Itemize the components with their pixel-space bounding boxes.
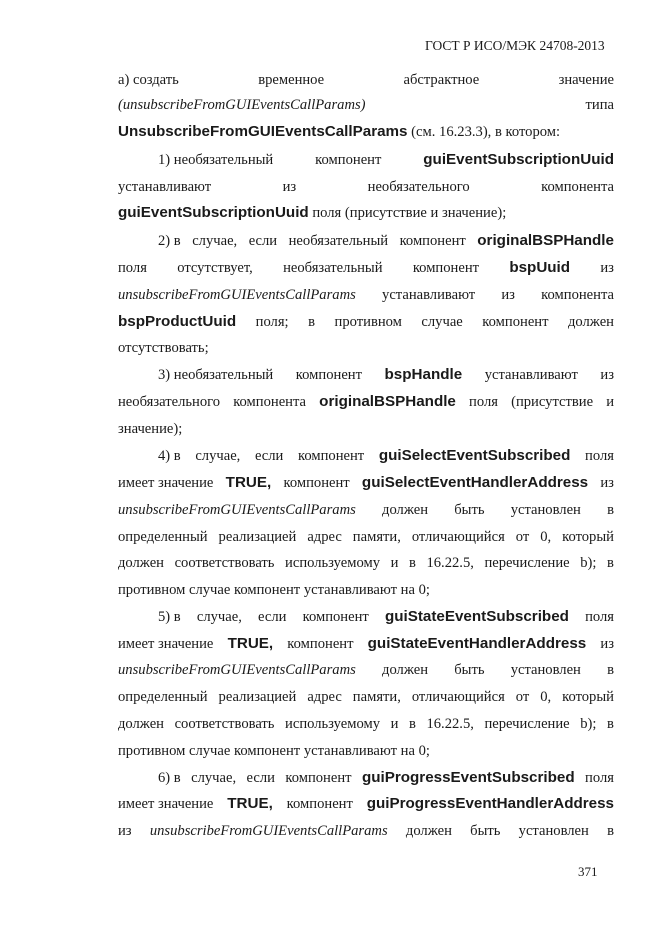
word: в bbox=[607, 662, 614, 678]
word: компонент bbox=[295, 367, 362, 383]
text-line bbox=[118, 741, 614, 761]
word: 16.22.5, bbox=[426, 555, 474, 571]
word: компонент bbox=[482, 314, 549, 330]
word: отличающийся bbox=[411, 689, 505, 705]
word: из bbox=[501, 287, 515, 303]
word: устанавливают bbox=[382, 287, 476, 303]
word: должен bbox=[568, 314, 614, 330]
text-line bbox=[118, 95, 614, 115]
text-line bbox=[118, 580, 614, 600]
word: соответствовать bbox=[174, 716, 275, 732]
word: поля; bbox=[255, 314, 289, 330]
text-line bbox=[118, 312, 614, 332]
type-name: UnsubscribeFromGUIEventsCallParams bbox=[118, 123, 408, 140]
word: должен bbox=[382, 502, 429, 518]
word: 2) в bbox=[158, 233, 181, 249]
word: поля bbox=[585, 770, 614, 786]
word: поля bbox=[585, 609, 614, 625]
word: должен bbox=[405, 823, 452, 839]
text-line bbox=[118, 500, 614, 520]
text-line bbox=[118, 122, 614, 142]
word: поля bbox=[118, 260, 147, 276]
word: устанавливают bbox=[484, 367, 578, 383]
word: должен bbox=[118, 716, 164, 732]
word: случае, bbox=[191, 770, 237, 786]
param-name: (unsubscribeFromGUIEventsCallParams) bbox=[118, 97, 366, 113]
word: компонента bbox=[541, 179, 614, 195]
word: и bbox=[606, 394, 614, 410]
word: противном bbox=[334, 314, 402, 330]
word: если bbox=[258, 609, 287, 625]
word: в bbox=[408, 555, 416, 571]
component-name: guiProgressEventHandlerAddress bbox=[366, 795, 614, 812]
word: имеет значение bbox=[118, 636, 214, 652]
word: случае, bbox=[196, 609, 242, 625]
word: имеет значение bbox=[118, 796, 214, 812]
word: случае, bbox=[195, 448, 241, 464]
component-name: guiStateEventHandlerAddress bbox=[367, 635, 587, 652]
word: который bbox=[562, 529, 614, 545]
word: и bbox=[390, 716, 399, 732]
component-name: originalBSPHandle bbox=[477, 232, 614, 249]
text-line bbox=[118, 177, 614, 197]
word: необязательный bbox=[283, 260, 383, 276]
word: поля bbox=[469, 394, 498, 410]
page-number: 371 bbox=[578, 864, 598, 879]
word: в bbox=[607, 823, 614, 839]
word: случае, bbox=[192, 233, 238, 249]
word: компонент bbox=[315, 152, 382, 168]
text-line bbox=[118, 553, 614, 573]
word: перечисление bbox=[484, 716, 570, 732]
component-name: guiProgressEventSubscribed bbox=[361, 769, 575, 786]
text-line bbox=[118, 794, 614, 814]
word: 4) в bbox=[158, 448, 181, 464]
word: компонент bbox=[285, 770, 352, 786]
text-line bbox=[118, 392, 614, 412]
param-name: unsubscribeFromGUIEventsCallParams bbox=[118, 287, 356, 303]
word: и bbox=[390, 555, 399, 571]
text-line bbox=[118, 687, 614, 707]
word: памяти, bbox=[352, 689, 401, 705]
word: компонент bbox=[298, 448, 365, 464]
text-line bbox=[118, 203, 614, 223]
word: случае bbox=[421, 314, 463, 330]
word: абстрактное bbox=[403, 72, 480, 88]
word: 0, bbox=[540, 529, 552, 545]
word: 6) в bbox=[158, 770, 181, 786]
component-name: bspUuid bbox=[509, 259, 571, 276]
word: значение bbox=[558, 72, 614, 88]
component-name: bspHandle bbox=[384, 366, 463, 383]
word: типа bbox=[585, 97, 614, 113]
component-name: originalBSPHandle bbox=[319, 393, 456, 410]
word: от bbox=[515, 689, 530, 705]
word: имеет значение bbox=[118, 475, 214, 491]
word: из bbox=[600, 367, 614, 383]
text-line bbox=[118, 634, 614, 654]
word: 3) необязательный bbox=[158, 367, 274, 383]
word: необязательный bbox=[288, 233, 389, 249]
param-name: unsubscribeFromGUIEventsCallParams bbox=[118, 502, 356, 518]
component-name: guiSelectEventHandlerAddress bbox=[361, 474, 589, 491]
text-line bbox=[118, 258, 614, 278]
word: который bbox=[562, 689, 614, 705]
word: установлен bbox=[510, 662, 581, 678]
word: определенный bbox=[118, 689, 208, 705]
word: реализацией bbox=[218, 689, 297, 705]
word: перечисление bbox=[484, 555, 570, 571]
text: (см. 16.23.3), в котором: bbox=[407, 124, 561, 140]
word: компонент bbox=[302, 609, 369, 625]
word: из bbox=[600, 636, 614, 652]
word: 0, bbox=[540, 689, 552, 705]
component-name: guiSelectEventSubscribed bbox=[378, 447, 571, 464]
word: временное bbox=[258, 72, 325, 88]
text: противном случае компонент устанавливают на 0; bbox=[118, 743, 430, 759]
word: (присутствие bbox=[511, 394, 594, 410]
text-line bbox=[118, 338, 614, 358]
text-line bbox=[118, 660, 614, 680]
text-line bbox=[118, 473, 614, 493]
word: от bbox=[515, 529, 530, 545]
word: адрес bbox=[307, 529, 342, 545]
word: b); bbox=[580, 555, 597, 571]
text-line bbox=[158, 768, 614, 788]
text-line bbox=[118, 527, 614, 547]
text-line bbox=[158, 607, 614, 627]
word: 16.22.5, bbox=[426, 716, 474, 732]
word: 1) необязательный bbox=[158, 152, 274, 168]
word: быть bbox=[454, 502, 485, 518]
word: компонента bbox=[541, 287, 614, 303]
word: из bbox=[600, 475, 614, 491]
word: необязательного bbox=[118, 394, 221, 410]
word: реализацией bbox=[218, 529, 297, 545]
word: b); bbox=[580, 716, 597, 732]
word: отсутствует, bbox=[177, 260, 253, 276]
word: компонент bbox=[283, 475, 350, 491]
value-true: TRUE, bbox=[225, 474, 272, 491]
word: памяти, bbox=[352, 529, 401, 545]
word: компонента bbox=[233, 394, 307, 410]
component-name: guiEventSubscriptionUuid bbox=[423, 151, 614, 168]
text-line bbox=[158, 150, 614, 170]
text-line bbox=[118, 70, 614, 90]
word: в bbox=[308, 314, 316, 330]
word: определенный bbox=[118, 529, 208, 545]
word: отличающийся bbox=[411, 529, 505, 545]
word: компонент bbox=[287, 636, 354, 652]
word: должен bbox=[382, 662, 429, 678]
word: компонент bbox=[286, 796, 353, 812]
text-line bbox=[158, 231, 614, 251]
word: из bbox=[118, 823, 132, 839]
document-header: ГОСТ Р ИСО/МЭК 24708-2013 bbox=[425, 38, 605, 53]
word: адрес bbox=[307, 689, 342, 705]
word: если bbox=[248, 233, 278, 249]
text: поля (присутствие и значение); bbox=[308, 205, 507, 221]
component-name: guiStateEventSubscribed bbox=[384, 608, 569, 625]
text-line bbox=[158, 446, 614, 466]
text-line bbox=[118, 419, 614, 439]
text: значение); bbox=[118, 421, 183, 437]
word: компонент bbox=[399, 233, 466, 249]
component-name: guiEventSubscriptionUuid bbox=[118, 204, 309, 221]
word: в bbox=[607, 716, 614, 732]
word: устанавливают bbox=[118, 179, 212, 195]
word: должен bbox=[118, 555, 164, 571]
word: в bbox=[607, 555, 614, 571]
word: используемому bbox=[285, 555, 380, 571]
text: отсутствовать; bbox=[118, 340, 209, 356]
word: если bbox=[246, 770, 275, 786]
param-name: unsubscribeFromGUIEventsCallParams bbox=[118, 662, 356, 678]
word: поля bbox=[585, 448, 614, 464]
text-line bbox=[158, 365, 614, 385]
word: соответствовать bbox=[174, 555, 275, 571]
word: в bbox=[408, 716, 416, 732]
word: используемому bbox=[285, 716, 380, 732]
component-name: bspProductUuid bbox=[118, 313, 237, 330]
word: из bbox=[282, 179, 297, 195]
text-line bbox=[118, 285, 614, 305]
text: противном случае компонент устанавливают на 0; bbox=[118, 582, 430, 598]
param-name: unsubscribeFromGUIEventsCallParams bbox=[149, 823, 388, 839]
text-line bbox=[118, 821, 614, 841]
value-true: TRUE, bbox=[227, 795, 273, 812]
word: если bbox=[254, 448, 284, 464]
text-line bbox=[118, 714, 614, 734]
word: 5) в bbox=[158, 609, 181, 625]
word: из bbox=[600, 260, 614, 276]
word: установлен bbox=[518, 823, 589, 839]
word: быть bbox=[454, 662, 485, 678]
word: в bbox=[607, 502, 614, 518]
word: компонент bbox=[412, 260, 480, 276]
word: быть bbox=[470, 823, 501, 839]
word: установлен bbox=[510, 502, 581, 518]
word: необязательного bbox=[367, 179, 470, 195]
value-true: TRUE, bbox=[227, 635, 274, 652]
word: а) создать bbox=[118, 72, 179, 88]
